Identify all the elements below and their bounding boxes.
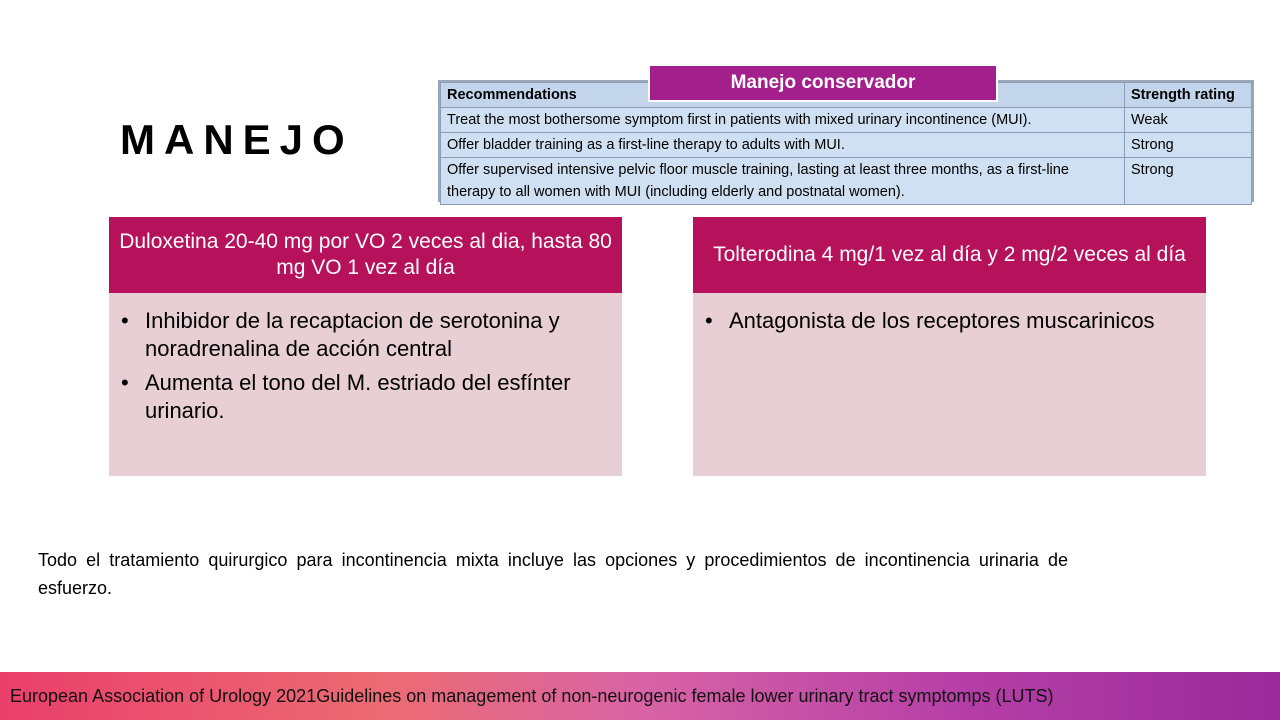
manejo-conservador-tag: Manejo conservador (648, 64, 998, 102)
table-row (441, 158, 1252, 205)
card-header: Tolterodina 4 mg/1 vez al día y 2 mg/2 veces al día (693, 217, 1206, 293)
bullet-icon: • (705, 308, 713, 333)
list-item (121, 369, 610, 425)
list-item-text: Inhibidor de la recaptacion de serotonina y noradrenalina de acción central (145, 308, 560, 361)
card-header: Duloxetina 20-40 mg por VO 2 veces al dia, hasta 80 mg VO 1 vez al día (109, 217, 622, 293)
table-row (441, 133, 1252, 158)
header-recommendations: Recommendations (441, 83, 1125, 108)
bullet-icon: • (121, 308, 129, 333)
list-item-text: Aumenta el tono del M. estriado del esfínter urinario. (145, 370, 571, 423)
recommendation-cell: Offer bladder training as a first-line therapy to adults with MUI. (441, 133, 1125, 158)
bullet-icon: • (121, 370, 129, 395)
list-item (121, 307, 610, 363)
footer-citation: European Association of Urology 2021Guidelines on management of non-neurogenic female lower urinary tract symptomps (LUTS) (10, 685, 1054, 706)
strength-cell: Weak (1125, 108, 1252, 133)
header-strength-rating: Strength rating (1125, 83, 1252, 108)
slide-title: MANEJO (120, 116, 354, 163)
table-row (441, 108, 1252, 133)
footer-banner (0, 672, 1280, 720)
strength-cell: Strong (1125, 133, 1252, 158)
surgical-treatment-note: Todo el tratamiento quirurgico para incontinencia mixta incluye las opciones y procedimientos de incontinencia urinaria de esfuerzo. (38, 550, 1068, 598)
bullet-list (705, 307, 1194, 335)
tolterodina-card (693, 217, 1206, 476)
recommendation-cell: Offer supervised intensive pelvic floor muscle training, lasting at least three months, as a first-line therapy to all women with MUI (including elderly and postnatal women). (441, 158, 1125, 205)
list-item-text: Antagonista de los receptores muscarinicos (729, 308, 1155, 333)
bullet-list (121, 307, 610, 425)
card-body (109, 293, 622, 425)
duloxetina-card (109, 217, 622, 476)
strength-cell: Strong (1125, 158, 1252, 205)
card-body (693, 293, 1206, 335)
list-item (705, 307, 1194, 335)
recommendation-cell: Treat the most bothersome symptom first in patients with mixed urinary incontinence (MUI). (441, 108, 1125, 133)
